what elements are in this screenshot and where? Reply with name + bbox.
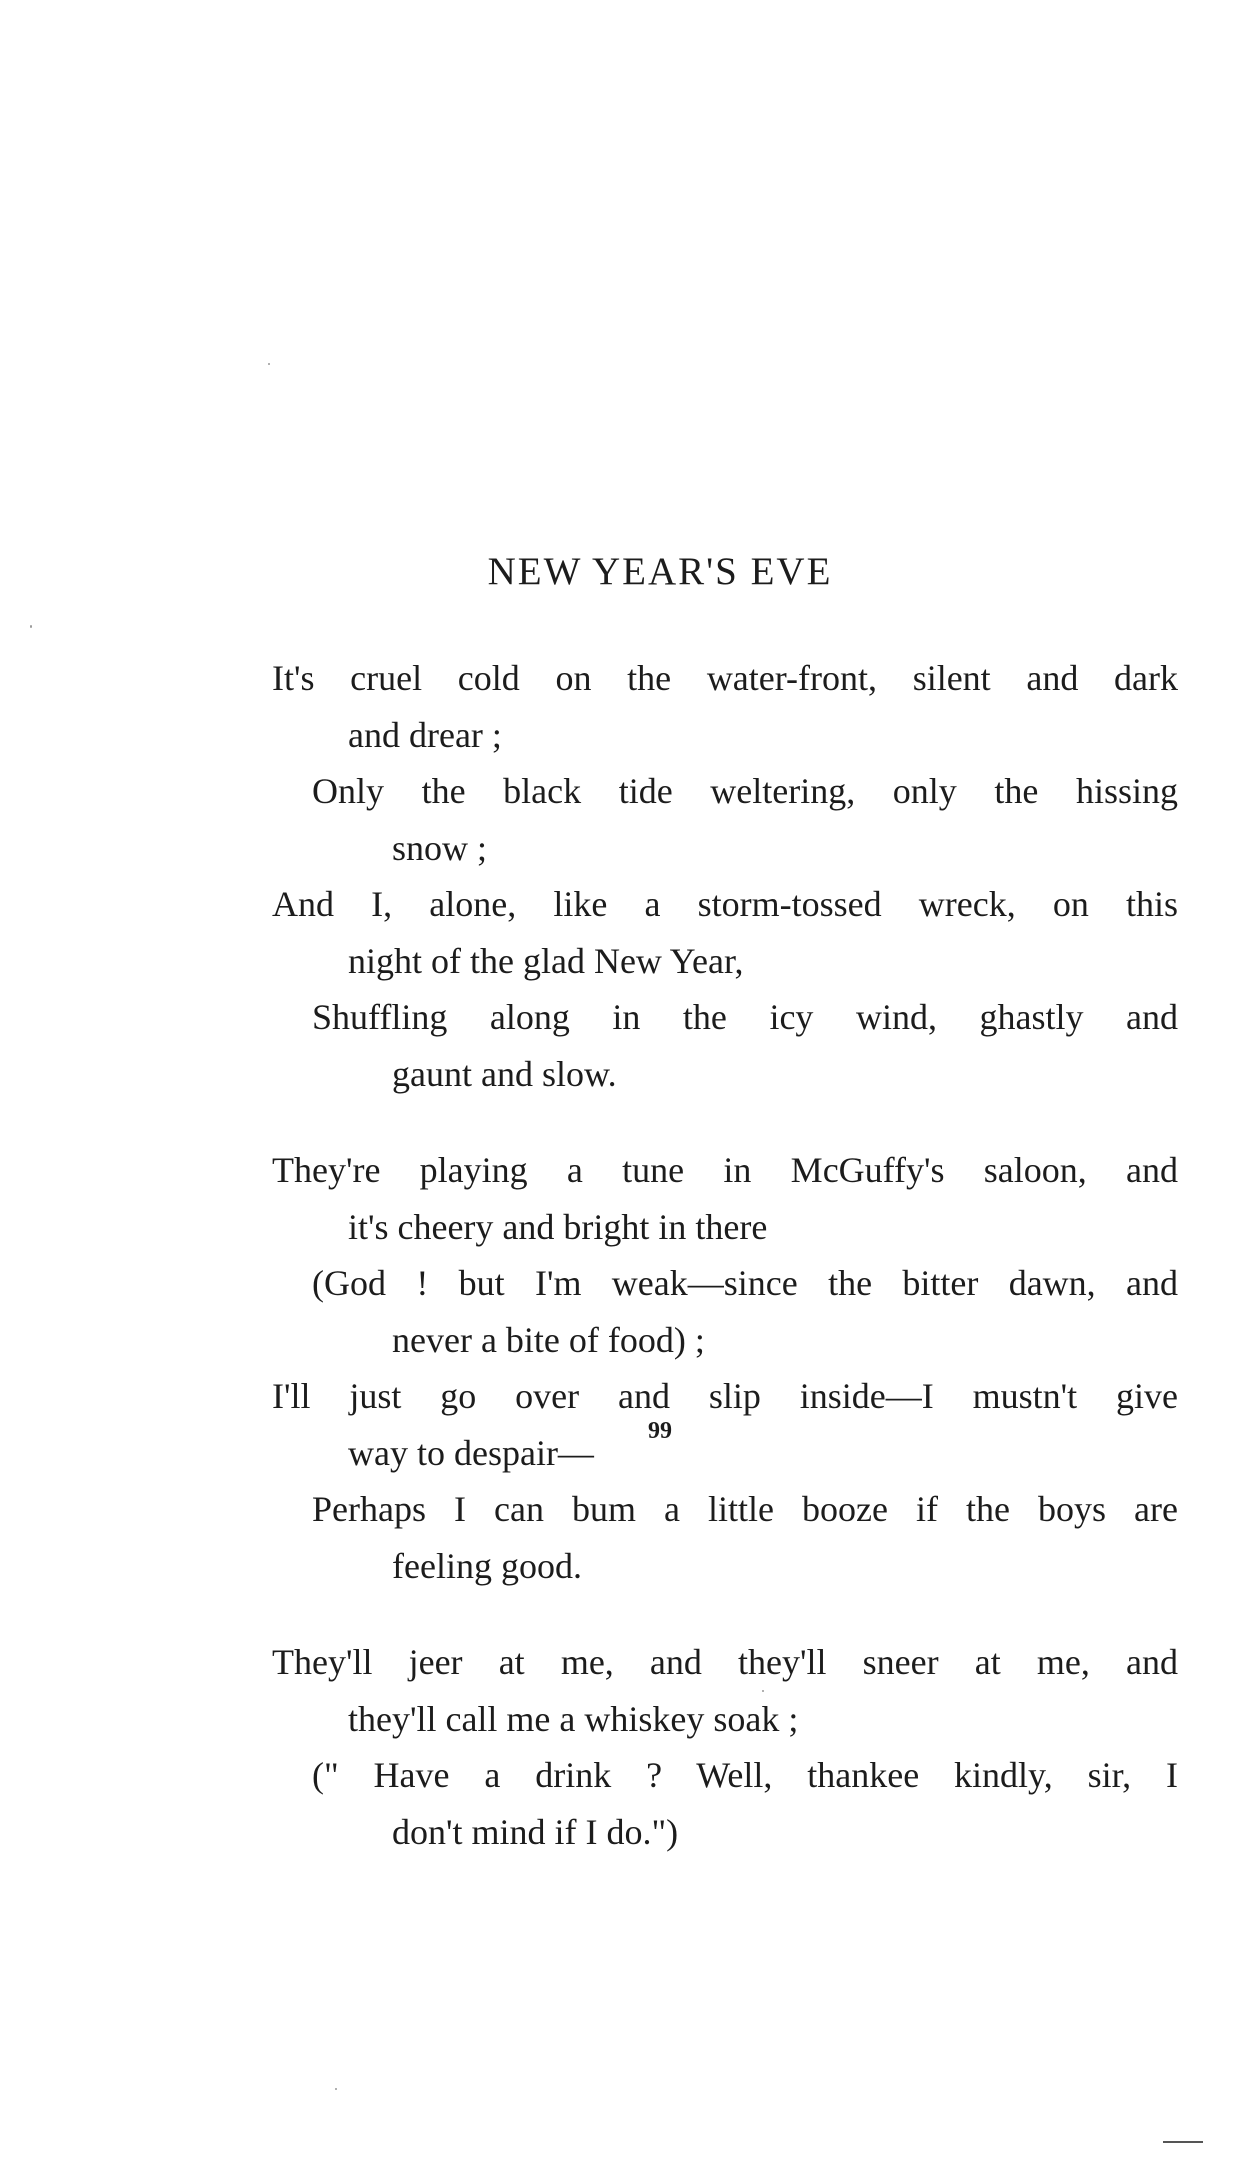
line-continuation: way to despair—	[348, 1432, 594, 1473]
poem-title: NEW YEAR'S EVE	[487, 550, 833, 593]
line-text: Shuffling along in the icy wind, ghastly and	[312, 997, 1178, 1037]
paper-speck	[762, 1690, 764, 1692]
poem-line	[272, 1634, 1178, 1747]
line-text: (" Have a drink ? Well, thankee kindly, sir, I	[312, 1755, 1178, 1795]
poem-line	[272, 1255, 1178, 1368]
line-continuation: snow ;	[392, 827, 488, 868]
poem-line	[272, 1142, 1178, 1255]
line-continuation: they'll call me a whiskey soak ;	[348, 1698, 799, 1739]
page-number: 99	[648, 1418, 672, 1444]
poem-line	[272, 876, 1178, 989]
line-text: They'll jeer at me, and they'll sneer at me, and	[272, 1642, 1178, 1682]
line-text: (God ! but I'm weak—since the bitter dawn, and	[312, 1263, 1178, 1303]
stanza-2	[272, 1142, 1178, 1594]
line-continuation: gaunt and slow.	[392, 1053, 617, 1094]
line-continuation: it's cheery and bright in there	[348, 1206, 768, 1247]
poem-line	[272, 1747, 1178, 1860]
poem-body	[272, 650, 1178, 1900]
line-text: Only the black tide weltering, only the hissing	[312, 771, 1178, 811]
line-text: Perhaps I can bum a little booze if the boys are	[312, 1489, 1178, 1529]
corner-mark	[1163, 2141, 1203, 2143]
paper-speck	[335, 2088, 337, 2090]
poem-line	[272, 1481, 1178, 1594]
line-text: They're playing a tune in McGuffy's saloon, and	[272, 1150, 1178, 1190]
line-text: I'll just go over and slip inside—I mustn't give	[272, 1376, 1178, 1416]
line-continuation: feeling good.	[392, 1545, 582, 1586]
poem-line	[272, 650, 1178, 763]
poem-line	[272, 763, 1178, 876]
line-continuation: night of the glad New Year,	[348, 940, 744, 981]
paper-speck	[268, 363, 270, 365]
poem-line	[272, 989, 1178, 1102]
stanza-3	[272, 1634, 1178, 1860]
paper-speck	[30, 625, 32, 628]
line-continuation: and drear ;	[348, 714, 502, 755]
line-continuation: don't mind if I do.")	[392, 1811, 679, 1852]
line-text: It's cruel cold on the water-front, silent and dark	[272, 658, 1178, 698]
line-continuation: never a bite of food) ;	[392, 1319, 705, 1360]
line-text: And I, alone, like a storm-tossed wreck, on this	[272, 884, 1178, 924]
stanza-1	[272, 650, 1178, 1102]
